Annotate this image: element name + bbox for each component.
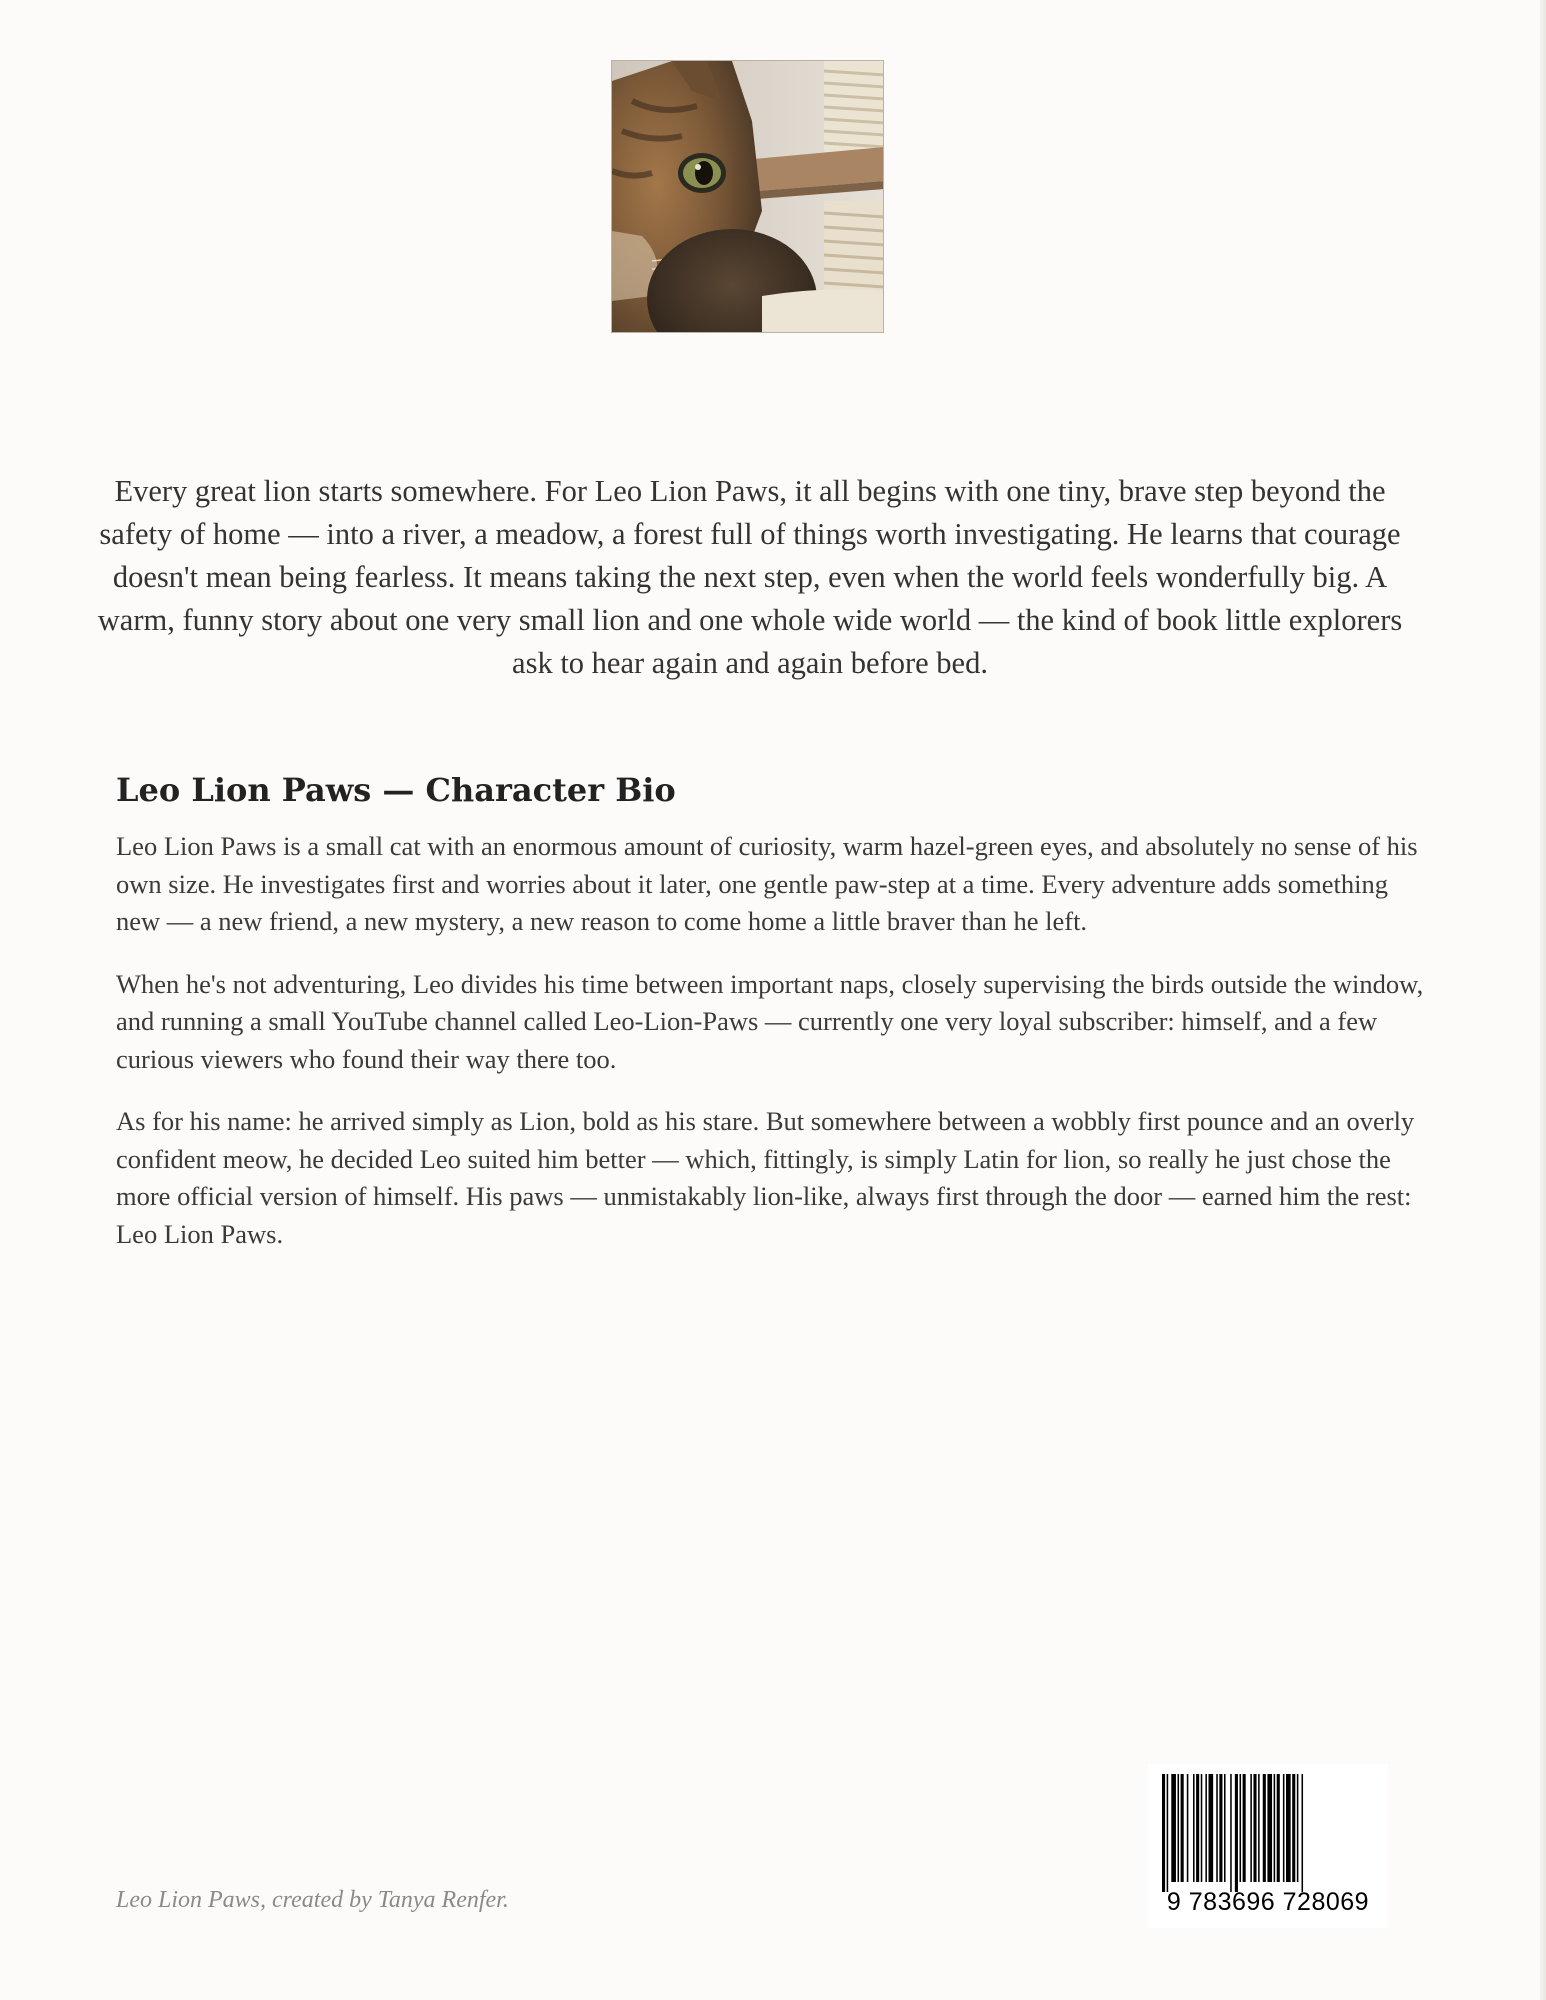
barcode-bar: [1302, 1774, 1304, 1892]
barcode-bar: [1258, 1774, 1260, 1882]
barcode-bar: [1250, 1774, 1252, 1882]
barcode-bar: [1243, 1774, 1246, 1882]
isbn-barcode: [1148, 1764, 1388, 1928]
barcode-bar: [1196, 1774, 1199, 1882]
barcode-bars: [1158, 1774, 1378, 1892]
book-blurb: Every great lion starts somewhere. For Leo Lion Paws, it all begins with one tiny, brave step beyond the safety of home — into a river, a meadow, a forest full of things worth investigating. He learns that courage doesn't mean being fearless. It means taking the next step, even when the world feels wonderfully big. A warm, funny story about one very small lion and one whole wide world — the kind of book little explorers ask to hear again and again before bed.: [97, 474, 1403, 680]
barcode-bar: [1292, 1774, 1295, 1882]
character-bio: [116, 770, 1426, 1278]
barcode-bar: [1224, 1774, 1226, 1882]
barcode-bar: [1283, 1774, 1285, 1882]
bio-paragraph: Leo Lion Paws is a small cat with an enormous amount of curiosity, warm hazel-green eyes, and absolutely no sense of his own size. He investigates first and worries about it later, one gentle paw-step at a time. Every adventure adds something new — a new friend, a new mystery, a new reason to come home a little braver than he left.: [116, 831, 1418, 936]
barcode-bar: [1209, 1774, 1214, 1882]
bio-paragraph: When he's not adventuring, Leo divides his time between important naps, closely supervising the birds outside the window, and running a small YouTube channel called Leo-Lion-Paws — currently one very loyal subscriber: himself, and a few curious viewers who found their way there too.: [116, 968, 1424, 1074]
barcode-bar: [1267, 1774, 1272, 1882]
barcode-bar: [1274, 1774, 1276, 1882]
barcode-bar: [1286, 1774, 1291, 1882]
barcode-bar: [1240, 1774, 1242, 1882]
barcode-bar: [1162, 1774, 1165, 1892]
barcode-bar: [1277, 1774, 1280, 1882]
barcode-bar: [1171, 1774, 1176, 1882]
barcode-bar: [1219, 1774, 1222, 1882]
bio-paragraph: As for his name: he arrived simply as Lion, bold as his stare. But somewhere between a wobbly first pounce and an overly confident meow, he decided Leo suited him better — which, fittingly, is simply Latin for lion, so really he just chose the more official version of himself. His paws — unmistakably lion-like, always first through the door — earned him the rest: Leo Lion Paws.: [116, 1106, 1415, 1249]
bio-heading: Leo Lion Paws — Character Bio: [116, 771, 676, 809]
barcode-bar: [1181, 1774, 1184, 1882]
page-edge-shadow: [1540, 0, 1546, 2000]
barcode-bar: [1216, 1774, 1218, 1882]
barcode-bar: [1178, 1774, 1180, 1882]
author-credit: Leo Lion Paws, created by Tanya Renfer.: [116, 1887, 509, 1913]
barcode-bar: [1205, 1774, 1207, 1882]
cat-photo: [611, 60, 884, 333]
barcode-bar: [1230, 1774, 1232, 1892]
barcode-bar: [1201, 1774, 1203, 1882]
isbn-number: 9 783696 728069: [1166, 1888, 1370, 1916]
barcode-bar: [1167, 1774, 1169, 1892]
barcode-bar: [1187, 1774, 1189, 1882]
barcode-bar: [1193, 1774, 1195, 1882]
barcode-bar: [1297, 1774, 1299, 1882]
barcode-bar: [1235, 1774, 1238, 1892]
barcode-bar: [1253, 1774, 1256, 1882]
barcode-bar: [1263, 1774, 1266, 1882]
